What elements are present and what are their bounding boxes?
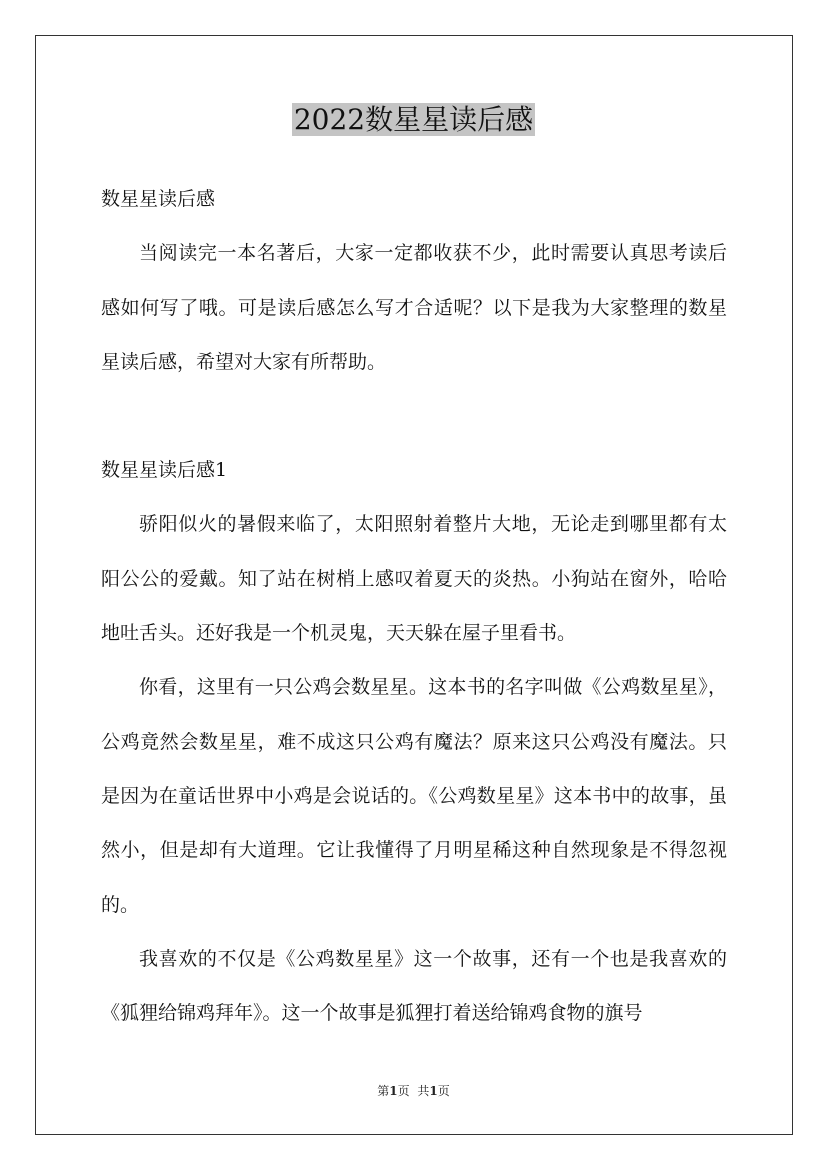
intro-heading: 数星星读后感 [101,188,216,210]
total-pages-number: 1 [429,1084,438,1098]
total-prefix: 共 [417,1084,430,1098]
body-paragraph: 我喜欢的不仅是《公鸡数星星》这一个故事，还有一个也是我喜欢的《狐狸给锦鸡拜年》。这一个故事是狐狸打着送给锦鸡食物的旗号 [101,947,727,1025]
document-body [101,172,727,1040]
page-suffix: 页 [397,1084,410,1098]
section-heading: 数星星读后感1 [101,459,228,482]
section-spacer [101,389,727,443]
document-title-text: 2022数星星读后感 [293,103,534,136]
document-title [0,100,827,140]
page-prefix: 第 [377,1084,390,1098]
total-suffix: 页 [437,1084,450,1098]
intro-paragraph: 当阅读完一本名著后，大家一定都收获不少，此时需要认真思考读后感如何写了哦。可是读后感怎么写才合适呢？以下是我为大家整理的数星星读后感，希望对大家有所帮助。 [101,242,727,373]
body-paragraph: 你看，这里有一只公鸡会数星星。这本书的名字叫做《公鸡数星星》，公鸡竟然会数星星，难不成这只公鸡有魔法？原来这只公鸡没有魔法。只是因为在童话世界中小鸡是会说话的。《公鸡数星星》这本书中的故事，虽然小，但是却有大道理。它让我懂得了月明星稀这种自然现象是不得忽视的。 [101,676,727,916]
body-paragraph: 骄阳似火的暑假来临了，太阳照射着整片大地，无论走到哪里都有太阳公公的爱戴。知了站在树梢上感叹着夏天的炎热。小狗站在窗外，哈哈地吐舌头。还好我是一个机灵鬼，天天躲在屋子里看书。 [101,513,727,645]
current-page-number: 1 [389,1084,398,1098]
page-footer [0,1082,827,1100]
